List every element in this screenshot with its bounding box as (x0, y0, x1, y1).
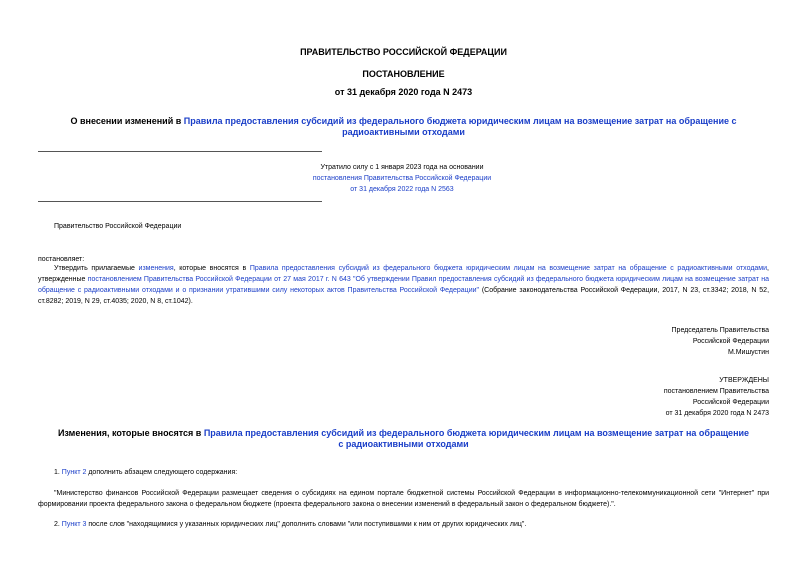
issuer: Правительство Российской Федерации (54, 223, 182, 230)
approval-line1: УТВЕРЖДЕНЫ (719, 377, 769, 384)
p1-text-c: , утвержденные (38, 265, 769, 283)
doc-title-prefix: О внесении изменений в (70, 116, 184, 126)
approval-line3: Российской Федерации (692, 399, 769, 406)
item1-text: дополнить абзацем следующего содержания: (86, 469, 238, 476)
signature-line1: Председатель Правительства (671, 327, 769, 334)
signature-name: М.Мишустин (727, 349, 769, 356)
change-item-2 (54, 519, 526, 530)
quoted-paragraph: "Министерство финансов Российской Федерации размещает сведения о субсидиях на едином портале бюджетной системы Российской Федерации в информационно-телекоммуникационной сети "Интернет" при формировании проекта федерального закона о федеральном бюджете (проекта федерального закона о внесении изменений в федеральный закон о федеральном бюджете).". (38, 490, 769, 508)
divider-top (38, 151, 322, 152)
repeal-link-line1[interactable]: постановления Правительства Российской Федерации (312, 175, 492, 182)
doc-type: ПОСТАНОВЛЕНИЕ (362, 69, 445, 79)
status-note (290, 162, 514, 195)
signature-block (469, 325, 769, 358)
divider-bottom (38, 201, 322, 202)
clause-3-link[interactable]: Пункт 3 (61, 521, 87, 528)
approval-line2: постановлением Правительства (663, 388, 769, 395)
rules-link-body[interactable]: Правила предоставления субсидий из федерального бюджета юридическим лицам на возмещение затрат на обращение с радиоактивными отходами (249, 265, 768, 272)
item1-num: 1. (54, 469, 62, 476)
approval-line4: от 31 декабря 2020 года N 2473 (665, 410, 769, 417)
item2-num: 2. (54, 521, 62, 528)
clause-2-link[interactable]: Пункт 2 (61, 469, 87, 476)
repeal-link-line2[interactable]: от 31 декабря 2022 года N 2563 (350, 186, 454, 193)
signature-line2: Российской Федерации (692, 338, 769, 345)
changes-title (55, 428, 752, 450)
change-item-1 (54, 467, 237, 478)
rules-link[interactable]: Правила предоставления субсидий из федерального бюджета юридическим лицам на возмещение затрат на обращение с радиоактивными отходами (183, 116, 737, 137)
main-paragraph (38, 263, 769, 307)
status-note-line1: Утратило силу с 1 января 2023 года на основании (320, 164, 484, 171)
p1-text-a: Утвердить прилагаемые (54, 265, 139, 272)
changes-link[interactable]: изменения (138, 265, 174, 272)
p1-text-b: , которые вносятся в (173, 265, 250, 272)
resolves-text: постановляет: (38, 256, 85, 263)
resolution-643-link[interactable]: постановлением Правительства Российской Федерации от 27 мая 2017 г. N 643 "Об утверждении Правил предоставления субсидий из федерального бюджета юридическим лицам на возмещение затрат на обращение с радиоактивными отходами и о признании утратившими силу некоторых актов Правительства Российской Федерации" (38, 276, 769, 294)
doc-title (70, 116, 737, 138)
item2-text: после слов "находящимися у указанных юридических лиц" дополнить словами "или поступившими к ним от других юридических лиц". (86, 521, 527, 528)
p1-text-d: (Собрание законодательства Российской Федерации, 2017, N 23, ст.3342; 2018, N 52, ст.8282; 2019, N 29, ст.4035; 2020, N 8, ст.1042). (38, 287, 770, 305)
rules-link-changes[interactable]: Правила предоставления субсидий из федерального бюджета юридическим лицам на возмещение затрат на обращение с радиоактивными отходами (203, 428, 750, 449)
org-name: ПРАВИТЕЛЬСТВО РОССИЙСКОЙ ФЕДЕРАЦИИ (300, 47, 507, 57)
changes-title-prefix: Изменения, которые вносятся в (57, 428, 204, 438)
approval-block (469, 375, 769, 419)
doc-date: от 31 декабря 2020 года N 2473 (334, 87, 473, 97)
